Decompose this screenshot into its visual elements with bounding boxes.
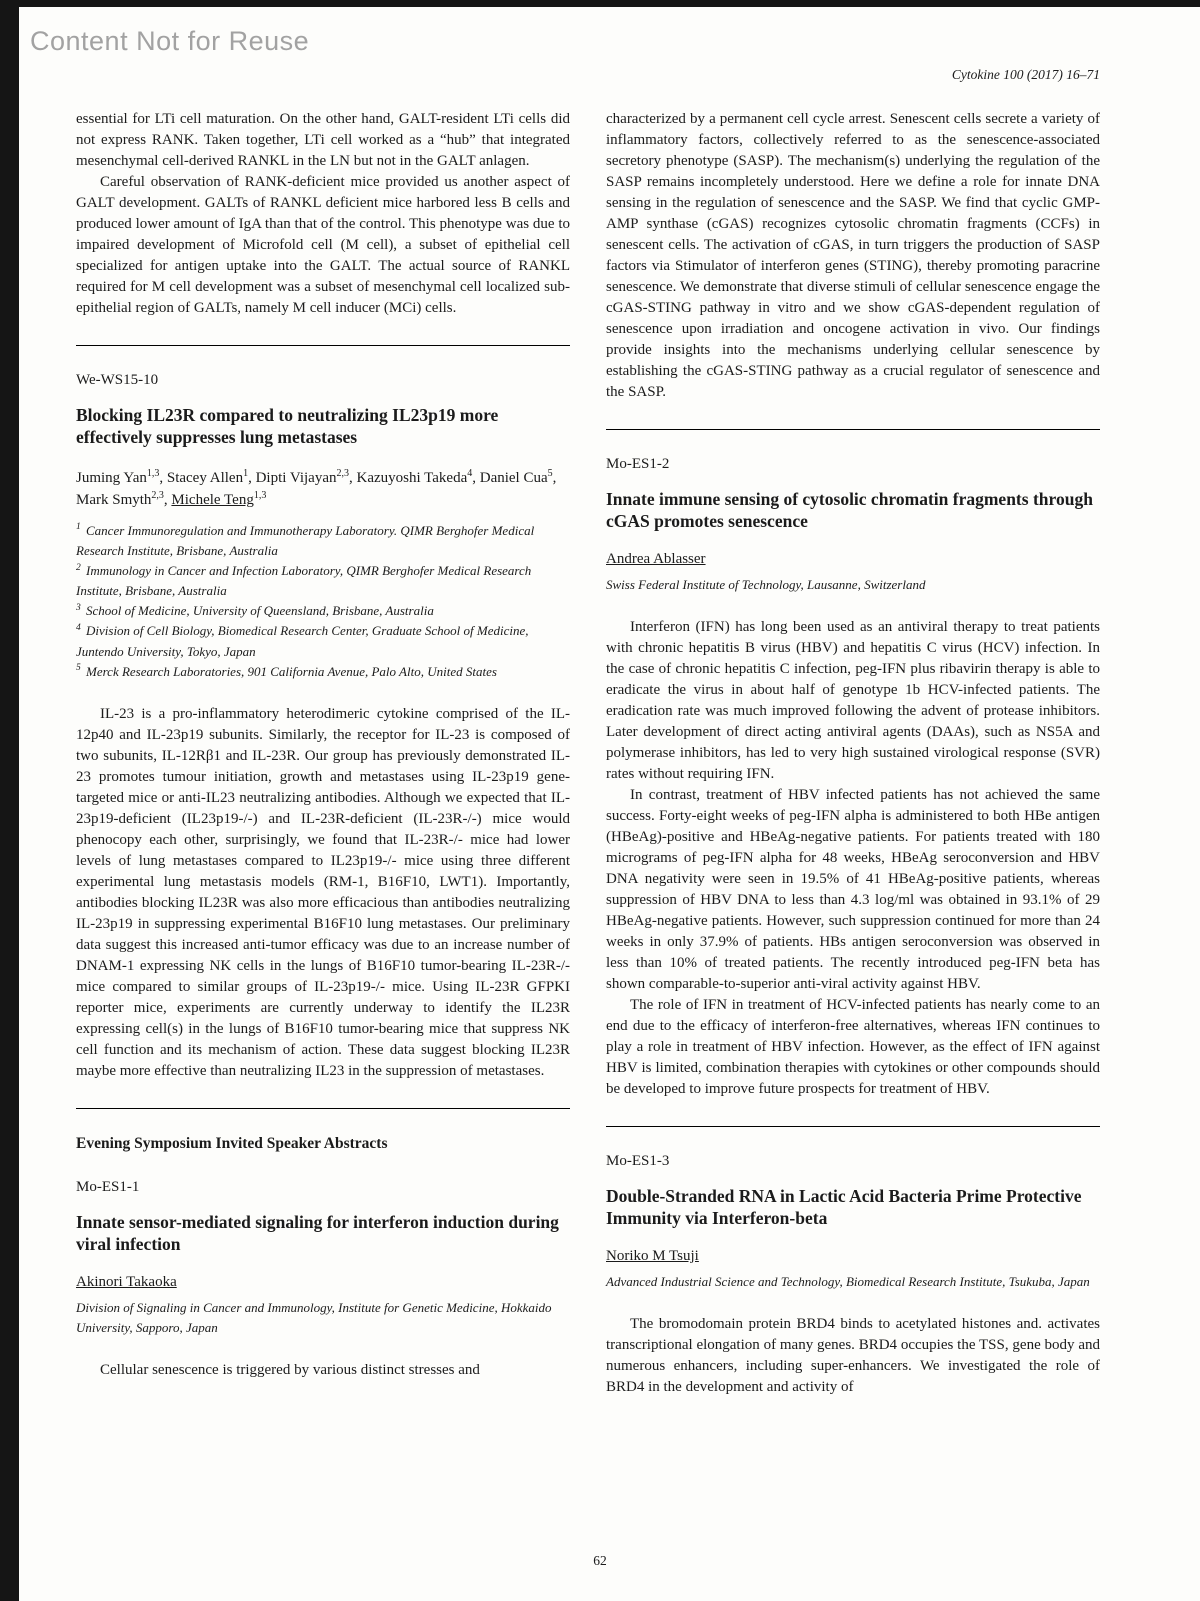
author-name: Kazuyoshi Takeda bbox=[356, 469, 468, 486]
abstract-paragraph: The bromodomain protein BRD4 binds to acetylated histones and. activates transcriptional elongation of many genes. BRD4 occupies the TSS, gene body and numerous enhancers, including super-enhancers. We investigated the role of BRD4 in the development and activity of bbox=[606, 1315, 1100, 1395]
affiliation-text: School of Medicine, University of Queensland, Brisbane, Australia bbox=[82, 603, 434, 619]
affiliation-number: 4 bbox=[76, 623, 81, 634]
author-name: Juming Yan bbox=[76, 469, 147, 486]
speaker-name: Noriko M Tsuji bbox=[606, 1247, 699, 1264]
affiliation bbox=[76, 561, 570, 601]
page-number: 62 bbox=[593, 1553, 607, 1568]
abstract-code: Mo-ES1-2 bbox=[606, 456, 670, 472]
abstract-code: Mo-ES1-3 bbox=[606, 1152, 670, 1169]
author-affiliation-ref: 1,3 bbox=[253, 490, 267, 502]
author-affiliation-ref: 4 bbox=[467, 467, 473, 479]
author-affiliation-ref: 2,3 bbox=[336, 467, 349, 479]
affiliation-list bbox=[76, 521, 570, 682]
affiliation-number: 2 bbox=[76, 562, 81, 573]
section-divider bbox=[606, 429, 1100, 430]
speaker-affiliation: Division of Signaling in Cancer and Immunology, Institute for Genetic Medicine, Hokkaido University, Sapporo, Japan bbox=[76, 1299, 552, 1335]
scan-edge-top bbox=[0, 0, 1200, 7]
affiliation-number: 1 bbox=[76, 522, 81, 533]
author-name: Stacey Allen bbox=[166, 469, 244, 486]
abstract-paragraph: In contrast, treatment of HBV infected patients has not achieved the same success. Forty-eight weeks of peg-IFN alpha is administered to both HBe antigen (HBeAg)-positive and HBeAg-negative patients. For patients treated with 180 micrograms of peg-IFN alpha for 48 weeks, HBeAg seroconversion and HBV DNA negativity were seen in 19.5% of 41 HBeAg-positive patients, whereas suppression of HBV DNA to less than 4.3 log/ml was obtained in 93.1% of 29 HBeAg-negative patients. However, such suppression continued for more than 24 weeks in only 37.9% of patients. HBs antigen seroconversion was observed in less than 10% of treated patients. The recently introduced peg-IFN beta has shown comparable-to-superior anti-viral activity against HBV. bbox=[606, 786, 1100, 992]
scan-edge-left bbox=[0, 0, 19, 1601]
session-heading: Evening Symposium Invited Speaker Abstracts bbox=[76, 1134, 388, 1152]
abstract-paragraph: The role of IFN in treatment of HCV-infected patients has nearly come to an end due to the efficacy of interferon-free alternatives, whereas IFN continues to play a role in treatment of HBV infection. However, as the effect of IFN against HBV is limited, combination therapies with cytokines or other compounds should be developed to improve future prospects for treatment of HBV. bbox=[606, 996, 1100, 1097]
affiliation bbox=[76, 521, 570, 561]
abstract-code: Mo-ES1-1 bbox=[76, 1178, 140, 1195]
affiliation bbox=[76, 601, 570, 621]
affiliation-text: Cancer Immunoregulation and Immunotherapy Laboratory. QIMR Berghofer Medical Research Institute, Brisbane, Australia bbox=[76, 522, 535, 558]
author-name: Daniel Cua bbox=[479, 469, 548, 486]
continuation-paragraph: Careful observation of RANK-deficient mice provided us another aspect of GALT development. GALTs of RANKL deficient mice harbored less B cells and produced lower amount of IgA than that of the control. This phenotype was due to impaired development of Microfold cell (M cell), a subset of epithelial cell specialized for antigen uptake into the GALT. The actual source of RANKL required for M cell development was a subset of mesenchymal cell localized sub-epithelial region of GALTs, namely M cell inducer (MCi) cells. bbox=[76, 174, 570, 316]
abstract-title: Innate immune sensing of cytosolic chromatin fragments through cGAS promotes senescence bbox=[606, 489, 1093, 532]
left-column bbox=[76, 109, 570, 1398]
speaker-affiliation: Swiss Federal Institute of Technology, Lausanne, Switzerland bbox=[606, 576, 926, 592]
author-affiliation-ref: 5 bbox=[547, 467, 553, 479]
continuation-paragraph: essential for LTi cell maturation. On the other hand, GALT-resident LTi cells did not express RANK. Taken together, LTi cell worked as a “hub” that integrated mesenchymal cell-derived RANKL in the LN but not in the GALT anlagen. bbox=[76, 111, 570, 169]
author-list: Juming Yan$^{1,3}$, Stacey Allen$^1$, Dipti Vijayan$^{2,3}$, Kazuyoshi Takeda$^4$, Daniel Cua$^5$, Mark Smyth$^{2,3}$, Michele Teng$^{1,3}$ bbox=[76, 467, 557, 509]
affiliation bbox=[76, 621, 570, 661]
speaker-name: Andrea Ablasser bbox=[606, 550, 706, 567]
abstract-body bbox=[606, 1314, 1100, 1398]
section-divider bbox=[76, 345, 570, 346]
abstract-title: Double-Stranded RNA in Lactic Acid Bacteria Prime Protective Immunity via Interferon-beta bbox=[606, 1185, 1082, 1229]
author-affiliation-ref: 2,3 bbox=[151, 490, 164, 502]
affiliation-text: Merck Research Laboratories, 901 California Avenue, Palo Alto, United States bbox=[82, 663, 497, 679]
abstract-body bbox=[76, 704, 570, 1082]
affiliation-number: 5 bbox=[76, 663, 81, 674]
abstract-body bbox=[76, 1360, 570, 1381]
abstract-body bbox=[606, 617, 1100, 1100]
continuation-paragraph: characterized by a permanent cell cycle arrest. Senescent cells secrete a variety of inflammatory factors, collectively referred to as the senescence-associated secretory phenotype (SASP). The mechanism(s) underlying the regulation of the SASP remains incompletely understood. Here we define a role for innate DNA sensing in the regulation of senescence and the SASP. We find that cyclic GMP-AMP synthase (cGAS) recognizes cytosolic chromatin fragments (CCFs) in senescent cells. The activation of cGAS, in turn triggers the production of SASP factors via Stimulator of interferon genes (STING), thereby promoting paracrine senescence. We demonstrate that diverse stimuli of cellular senescence engage the cGAS-STING pathway in vitro and we show cGAS-dependent regulation of senescence upon irradiation and oncogene activation in vivo. Our findings provide insights into the mechanisms underlying cellular senescence by establishing the cGAS-STING pathway as a crucial regulator of senescence and the SASP. bbox=[606, 111, 1100, 400]
right-column bbox=[606, 109, 1100, 1398]
section-divider bbox=[76, 1108, 570, 1109]
abstract-paragraph: Interferon (IFN) has long been used as an antiviral therapy to treat patients with chronic hepatitis B virus (HBV) and hepatitis C virus (HCV) infection. In the case of chronic hepatitis C infection, peg-IFN plus ribavirin therapy is able to eradicate the virus in about half of genotype 1b HCV-infected patients. The eradication rate was much improved following the advent of protease inhibitors. Later development of direct acting antiviral agents (DAAs), such as NS5A and polymerase inhibitors, has led to very high sustained virological response (SVR) rates without requiring IFN. bbox=[606, 618, 1100, 782]
abstract-title: Innate sensor-mediated signaling for interferon induction during viral infection bbox=[76, 1211, 559, 1255]
author-affiliation-ref: 1 bbox=[243, 467, 249, 479]
abstract-paragraph: Cellular senescence is triggered by various distinct stresses and bbox=[100, 1361, 480, 1378]
affiliation-text: Division of Cell Biology, Biomedical Research Center, Graduate School of Medicine, Juntendo University, Tokyo, Japan bbox=[76, 623, 529, 659]
speaker-affiliation: Advanced Industrial Science and Technology, Biomedical Research Institute, Tsukuba, Japan bbox=[606, 1273, 1090, 1289]
affiliation-text: Immunology in Cancer and Infection Laboratory, QIMR Berghofer Medical Research Institute, Brisbane, Australia bbox=[76, 563, 532, 599]
abstract-paragraph: IL-23 is a pro-inflammatory heterodimeric cytokine comprised of the IL-12p40 and IL-23p19 subunits. Similarly, the receptor for IL-23 is composed of two subunits, IL-12Rβ1 and IL-23R. Our group has previously demonstrated IL-23 promotes tumour initiation, growth and metastases using IL-23p19 gene-targeted mice or anti-IL23 neutralizing antibodies. Although we expected that IL-23p19-deficient (IL23p19-/-) and IL-23R-deficient (IL-23R-/-) mice would phenocopy each other, surprisingly, we found that IL-23R-/- mice had lower levels of lung metastases compared to IL23p19-/- mice using three different experimental lung metastasis models (RM-1, B16F10, LWT1). Importantly, antibodies blocking IL23R was also more efficacious than antibodies neutralizing IL-23p19 in suppressing experimental B16F10 lung metastases. Our preliminary data suggest this increased anti-tumor efficacy was due to an increase number of DNAM-1 expressing NK cells in the lungs of B16F10 tumor-bearing IL-23R-/- mice compared to similar groups of IL-23p19-/- mice. Using IL-23R GFPKI reporter mice, experiments are currently underway to identify the IL23R expressing cell(s) in the lungs of B16F10 tumor-bearing mice that suppress NK cell function and its mechanism of action. These data suggest blocking IL23R maybe more effective than neutralizing IL23 in the suppression of metastases. bbox=[76, 705, 570, 1079]
speaker-name: Akinori Takaoka bbox=[76, 1273, 177, 1290]
journal-citation: Cytokine 100 (2017) 16–71 bbox=[951, 67, 1100, 82]
author-name: Michele Teng bbox=[171, 492, 254, 509]
abstract-title: Blocking IL23R compared to neutralizing IL23p19 more effectively suppresses lung metastases bbox=[76, 405, 499, 448]
affiliation bbox=[76, 662, 570, 682]
section-divider bbox=[606, 1126, 1100, 1127]
watermark-text: Content Not for Reuse bbox=[30, 26, 310, 56]
two-column-layout bbox=[76, 109, 1100, 1398]
author-name: Dipti Vijayan bbox=[255, 469, 337, 486]
author-affiliation-ref: 1,3 bbox=[146, 467, 160, 479]
author-name: Mark Smyth bbox=[76, 492, 152, 509]
abstract-code: We-WS15-10 bbox=[76, 372, 159, 388]
affiliation-number: 3 bbox=[76, 603, 81, 614]
